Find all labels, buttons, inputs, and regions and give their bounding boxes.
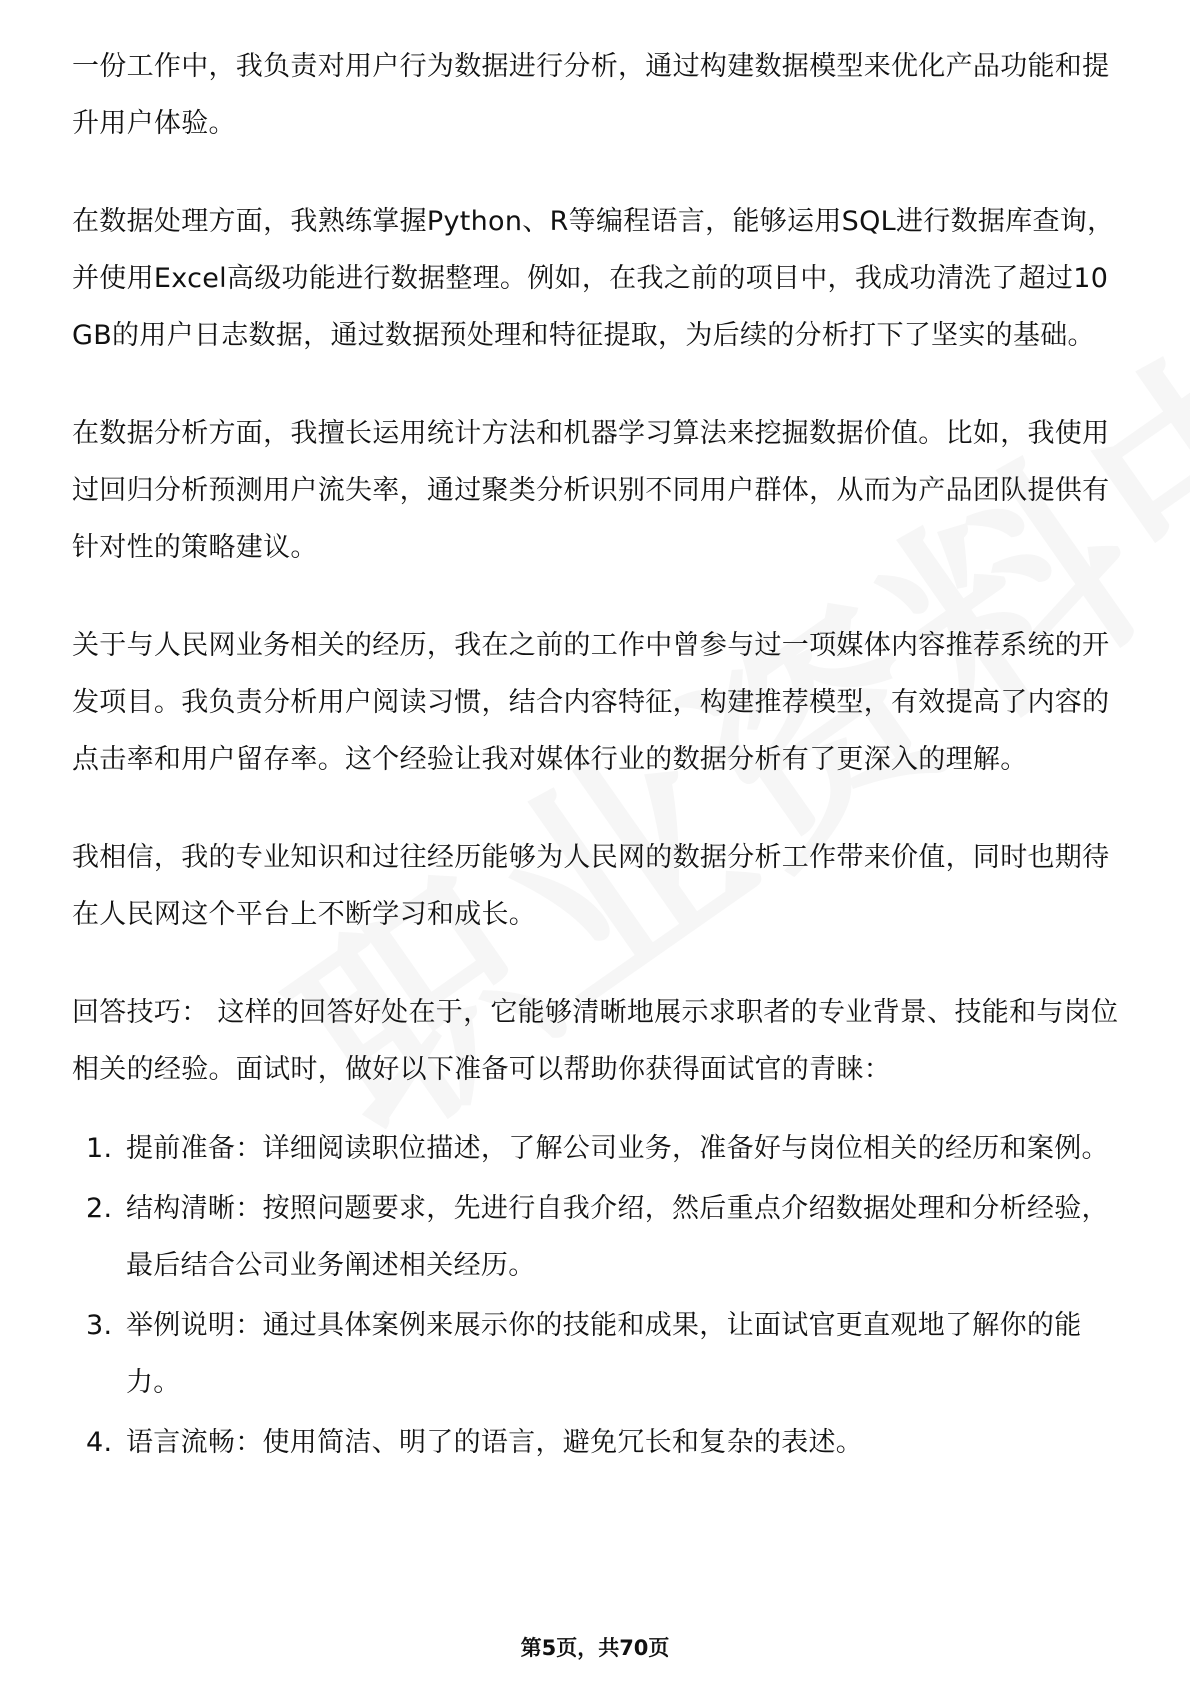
tips-list <box>72 1120 1122 1471</box>
document-body <box>72 38 1122 1474</box>
page-number: 第5页，共70页 <box>520 1636 670 1660</box>
list-number: 3. <box>86 1310 113 1341</box>
list-number: 1. <box>86 1133 113 1164</box>
paragraph-related-experience: 关于与人民网业务相关的经历，我在之前的工作中曾参与过一项媒体内容推荐系统的开发项目。我负责分析用户阅读习惯，结合内容特征，构建推荐模型，有效提高了内容的点击率和用户留存率。这个经验让我对媒体行业的数据分析有了更深入的理解。 <box>72 630 1110 775</box>
list-item <box>72 1297 1122 1411</box>
paragraph-previous-job: 一份工作中，我负责对用户行为数据进行分析，通过构建数据模型来优化产品功能和提升用户体验。 <box>72 51 1110 139</box>
paragraph-closing: 我相信，我的专业知识和过往经历能够为人民网的数据分析工作带来价值，同时也期待在人民网这个平台上不断学习和成长。 <box>72 842 1110 930</box>
list-text: 结构清晰：按照问题要求，先进行自我介绍，然后重点介绍数据处理和分析经验，最后结合公司业务阐述相关经历。 <box>126 1193 1109 1281</box>
list-text: 提前准备：详细阅读职位描述，了解公司业务，准备好与岗位相关的经历和案例。 <box>126 1133 1109 1164</box>
paragraph-data-processing: 在数据处理方面，我熟练掌握Python、R等编程语言，能够运用SQL进行数据库查询，并使用Excel高级功能进行数据整理。例如，在我之前的项目中，我成功清洗了超过10GB的用户日志数据，通过数据预处理和特征提取，为后续的分析打下了坚实的基础。 <box>72 206 1115 351</box>
list-item <box>72 1120 1122 1177</box>
list-text: 语言流畅：使用简洁、明了的语言，避免冗长和复杂的表述。 <box>126 1427 864 1458</box>
page-footer <box>0 1632 1190 1662</box>
list-number: 2. <box>86 1193 113 1224</box>
list-item <box>72 1180 1122 1294</box>
paragraph-answer-tips: 回答技巧： 这样的回答好处在于，它能够清晰地展示求职者的专业背景、技能和与岗位相关的经验。面试时，做好以下准备可以帮助你获得面试官的青睐： <box>72 997 1119 1085</box>
list-text: 举例说明：通过具体案例来展示你的技能和成果，让面试官更直观地了解你的能力。 <box>126 1310 1082 1398</box>
list-item <box>72 1414 1122 1471</box>
list-number: 4. <box>86 1427 113 1458</box>
paragraph-data-analysis: 在数据分析方面，我擅长运用统计方法和机器学习算法来挖掘数据价值。比如，我使用过回归分析预测用户流失率，通过聚类分析识别不同用户群体，从而为产品团队提供有针对性的策略建议。 <box>72 418 1110 563</box>
